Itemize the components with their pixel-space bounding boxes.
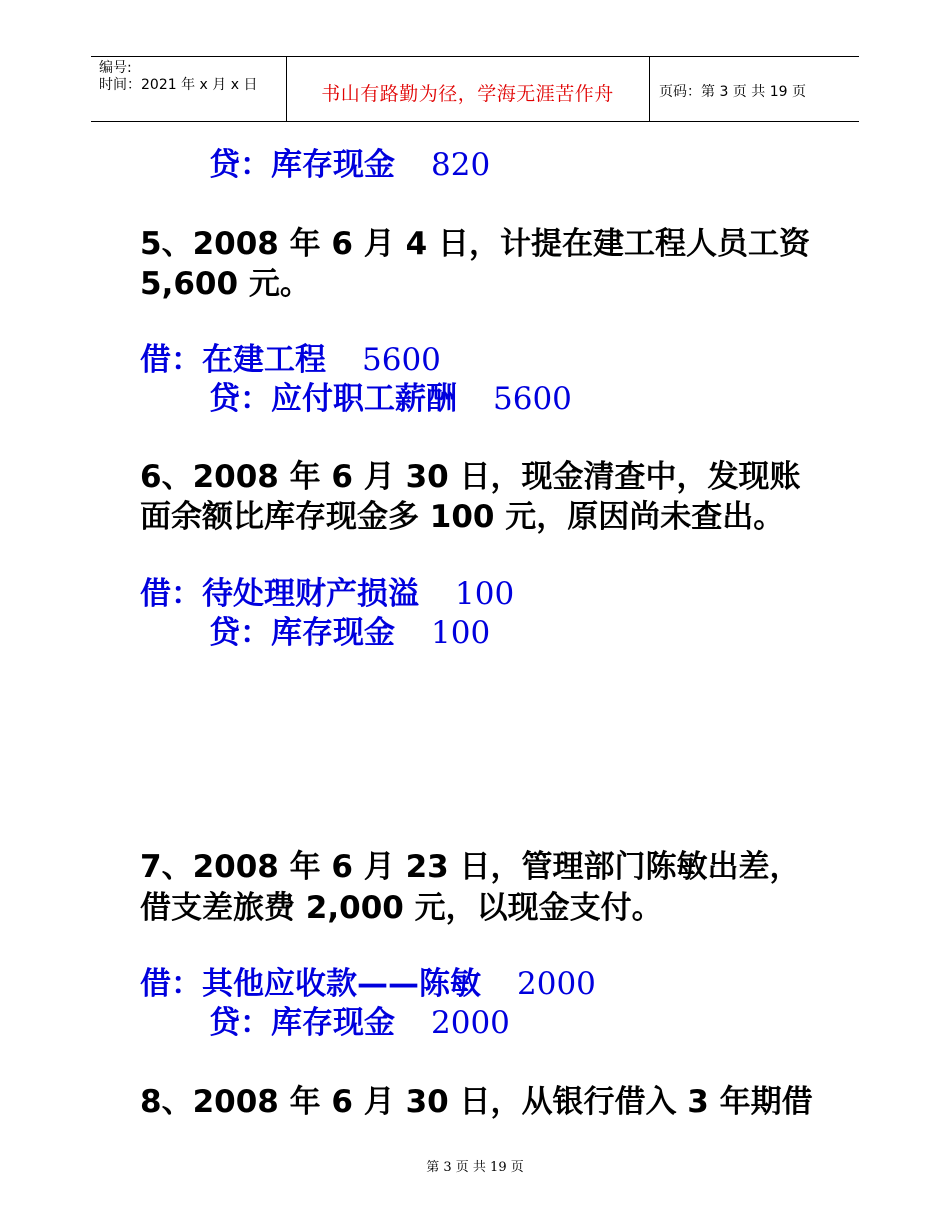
time-label: 时间：2021 年 x 月 x 日 xyxy=(99,77,258,93)
entry-amount: 2000 xyxy=(517,966,596,1002)
entry-amount: 2000 xyxy=(431,1005,510,1041)
entry-credit-line xyxy=(209,614,490,652)
page-header xyxy=(91,56,859,122)
entry-credit-line xyxy=(209,146,490,184)
question-line: 借支差旅费 2,000 元，以现金支付。 xyxy=(140,890,663,926)
entry-label: 贷：库存现金 xyxy=(209,1005,395,1041)
header-divider xyxy=(649,57,650,121)
entry-amount: 820 xyxy=(431,147,491,183)
entry-amount: 100 xyxy=(431,615,491,651)
header-motto: 书山有路勤为径，学海无涯苦作舟 xyxy=(321,83,614,105)
entry-amount: 5600 xyxy=(362,342,441,378)
entry-label: 贷：库存现金 xyxy=(209,615,395,651)
header-meta xyxy=(99,60,257,94)
entry-debit-line xyxy=(140,575,514,613)
entry-label: 借：在建工程 xyxy=(140,342,326,378)
question-line: 6、2008 年 6 月 30 日，现金清查中，发现账 xyxy=(140,459,801,495)
entry-debit-line xyxy=(140,341,441,379)
entry-amount: 5600 xyxy=(493,381,572,417)
page-footer: 第 3 页 共 19 页 xyxy=(426,1160,524,1175)
question-line: 8、2008 年 6 月 30 日，从银行借入 3 年期借 xyxy=(140,1084,813,1120)
entry-label: 贷：应付职工薪酬 xyxy=(209,381,457,417)
entry-amount: 100 xyxy=(455,576,515,612)
question-line: 5,600 元。 xyxy=(140,266,311,302)
entry-label: 贷：库存现金 xyxy=(209,147,395,183)
header-page-info: 页码：第 3 页 共 19 页 xyxy=(659,84,806,100)
entry-debit-line xyxy=(140,965,596,1003)
question-line: 7、2008 年 6 月 23 日，管理部门陈敏出差， xyxy=(140,849,801,885)
question-line: 面余额比库存现金多 100 元，原因尚未查出。 xyxy=(140,499,785,535)
code-label: 编号: xyxy=(99,60,132,76)
entry-label: 借：其他应收款——陈敏 xyxy=(140,966,481,1002)
question-line: 5、2008 年 6 月 4 日，计提在建工程人员工资 xyxy=(140,226,810,262)
entry-credit-line xyxy=(209,1004,510,1042)
entry-label: 借：待处理财产损溢 xyxy=(140,576,419,612)
entry-credit-line xyxy=(209,380,572,418)
